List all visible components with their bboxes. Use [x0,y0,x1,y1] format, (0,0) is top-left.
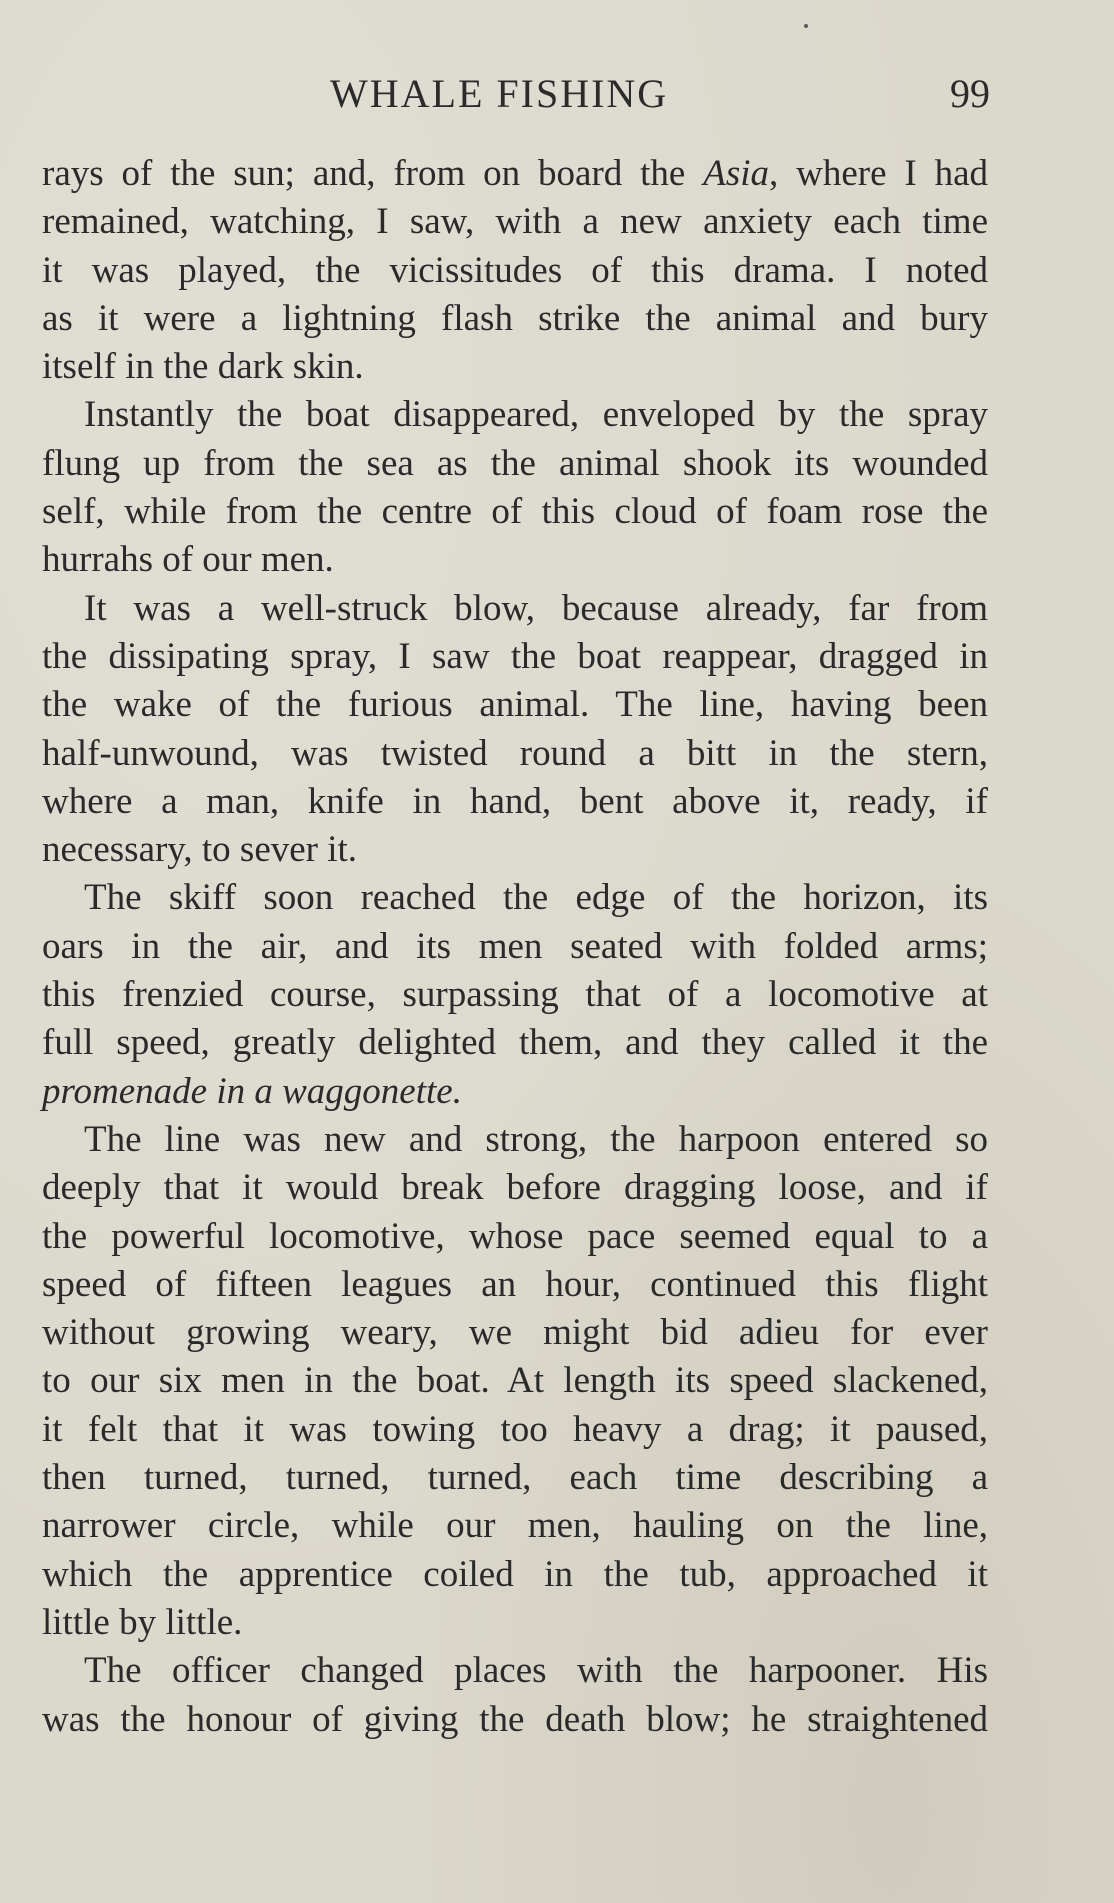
text-line: necessary, to sever it. [42,829,358,871]
text-line: flung up from the sea as the animal shook its wounded [42,442,988,484]
text-line: to our six men in the boat. At length its speed slackened, [42,1360,988,1402]
text-line: this frenzied course, surpassing that of a locomotive at [42,974,988,1016]
paragraph-first-line: The skiff soon reached the edge of the horizon, its [84,877,988,919]
text-line: little by little. [42,1601,243,1643]
text-line: the dissipating spray, I saw the boat reappear, dragged in [42,635,988,677]
paragraph-first-line: The line was new and strong, the harpoon entered so [84,1118,988,1160]
text-line: the powerful locomotive, whose pace seemed equal to a [42,1215,988,1257]
text-line: remained, watching, I saw, with a new anxiety each time [42,201,988,243]
page-number: 99 [950,71,990,116]
text-line: half-unwound, was twisted round a bitt in the stern, [42,732,988,774]
text-line: then turned, turned, turned, each time describing a [42,1457,988,1499]
text-line: promenade in a waggonette. [42,1070,462,1112]
paragraph-first-line: Instantly the boat disappeared, enveloped by the spray [84,394,988,436]
text-line: it was played, the vicissitudes of this drama. I noted [42,249,988,291]
text-line: the wake of the furious animal. The line, having been [42,684,988,726]
text-line: itself in the dark skin. [42,346,364,388]
paragraph-first-line: It was a well-struck blow, because already, far from [84,587,988,629]
running-title: WHALE FISHING [330,71,669,116]
running-head [0,70,1114,120]
text-line: full speed, greatly delighted them, and they called it the [42,1022,988,1064]
text-line: where a man, knife in hand, bent above it, ready, if [42,780,988,822]
text-line: it felt that it was towing too heavy a drag; it paused, [42,1408,988,1450]
text-line: which the apprentice coiled in the tub, approached it [42,1553,988,1595]
body-text [42,150,988,1744]
text-line: without growing weary, we might bid adieu for ever [42,1312,988,1354]
text-line: self, while from the centre of this cloud of foam rose the [42,491,988,533]
ink-speck [804,24,808,28]
text-line: rays of the sun; and, from on board the Asia, where I had [42,153,988,194]
text-line: narrower circle, while our men, hauling on the line, [42,1505,988,1547]
paragraph-first-line: The officer changed places with the harpooner. His [84,1650,988,1692]
text-line: as it were a lightning flash strike the animal and bury [42,297,988,339]
text-line: oars in the air, and its men seated with folded arms; [42,925,988,967]
text-line: hurrahs of our men. [42,539,334,581]
text-line: deeply that it would break before dragging loose, and if [42,1167,988,1209]
text-line: speed of fifteen leagues an hour, continued this flight [42,1263,988,1305]
text-line: was the honour of giving the death blow; he straightened [42,1698,988,1740]
